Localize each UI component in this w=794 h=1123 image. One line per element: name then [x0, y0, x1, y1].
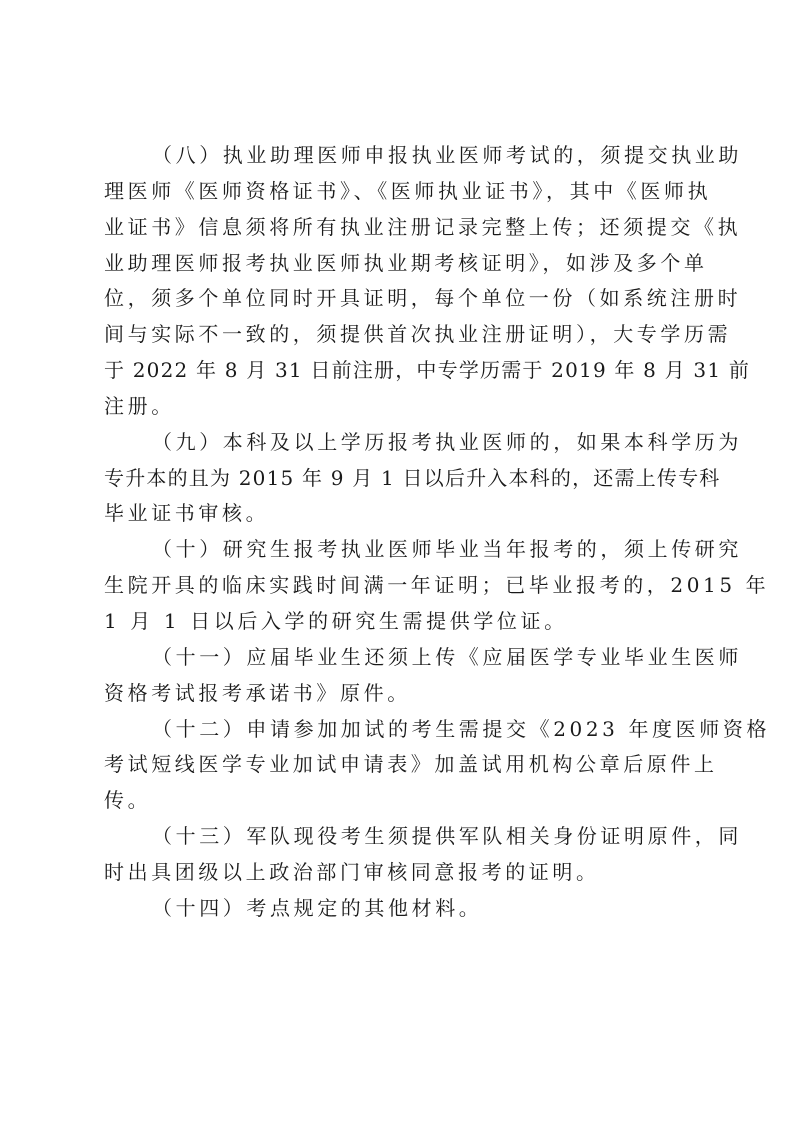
paragraph-line: 业助理医师报考执业医师执业期考核证明》，如涉及多个单: [104, 250, 708, 275]
paragraph-line: 注册。: [104, 393, 175, 418]
paragraph-line: （十四）考点规定的其他材料。: [152, 895, 483, 920]
paragraph-8: [104, 138, 751, 425]
paragraph-line: 理医师《医师资格证书》、《医师执业证书》，其中《医师执: [104, 178, 712, 203]
paragraph-line: （十）研究生报考执业医师毕业当年报考的，须上传研究: [152, 537, 742, 562]
paragraph-12: [104, 712, 771, 820]
paragraph-line: 考试短线医学专业加试申请表》加盖试用机构公章后原件上: [104, 752, 718, 777]
paragraph-10: [104, 532, 770, 640]
paragraph-line: 间与实际不一致的，须提供首次执业注册证明），大专学历需: [104, 322, 732, 347]
paragraph-line: 业证书》信息须将所有执业注册记录完整上传；还须提交《执: [104, 214, 742, 239]
paragraph-line: （十三）军队现役考生须提供军队相关身份证明原件，同: [152, 824, 742, 849]
paragraph-11: [104, 640, 742, 712]
document-body: [104, 138, 771, 927]
paragraph-line: 生院开具的临床实践时间满一年证明；已毕业报考的，2015 年: [104, 573, 770, 598]
paragraph-14: [104, 891, 690, 927]
paragraph-13: [104, 819, 742, 891]
paragraph-line: 毕业证书审核。: [104, 501, 270, 526]
paragraph-line: 专升本的且为 2015 年 9 月 1 日以后升入本科的，还需上传专科: [104, 465, 721, 490]
paragraph-line: 传。: [104, 788, 152, 813]
paragraph-9: [104, 425, 742, 533]
paragraph-line: 资格考试报考承诺书》原件。: [104, 680, 411, 705]
paragraph-line: （九）本科及以上学历报考执业医师的，如果本科学历为: [152, 429, 742, 454]
paragraph-line: 位，须多个单位同时开具证明，每个单位一份（如系统注册时: [104, 286, 742, 311]
paragraph-line: （十一）应届毕业生还须上传《应届医学专业毕业生医师: [152, 644, 742, 669]
paragraph-line: 于 2022 年 8 月 31 日前注册，中专学历需于 2019 年 8 月 31 前: [104, 358, 751, 383]
paragraph-line: 1 月 1 日以后入学的研究生需提供学位证。: [104, 608, 568, 633]
paragraph-line: （十二）申请参加加试的考生需提交《2023 年度医师资格: [152, 716, 771, 741]
paragraph-line: 时出具团级以上政治部门审核同意报考的证明。: [104, 859, 600, 884]
paragraph-line: （八）执业助理医师申报执业医师考试的，须提交执业助: [152, 143, 742, 167]
